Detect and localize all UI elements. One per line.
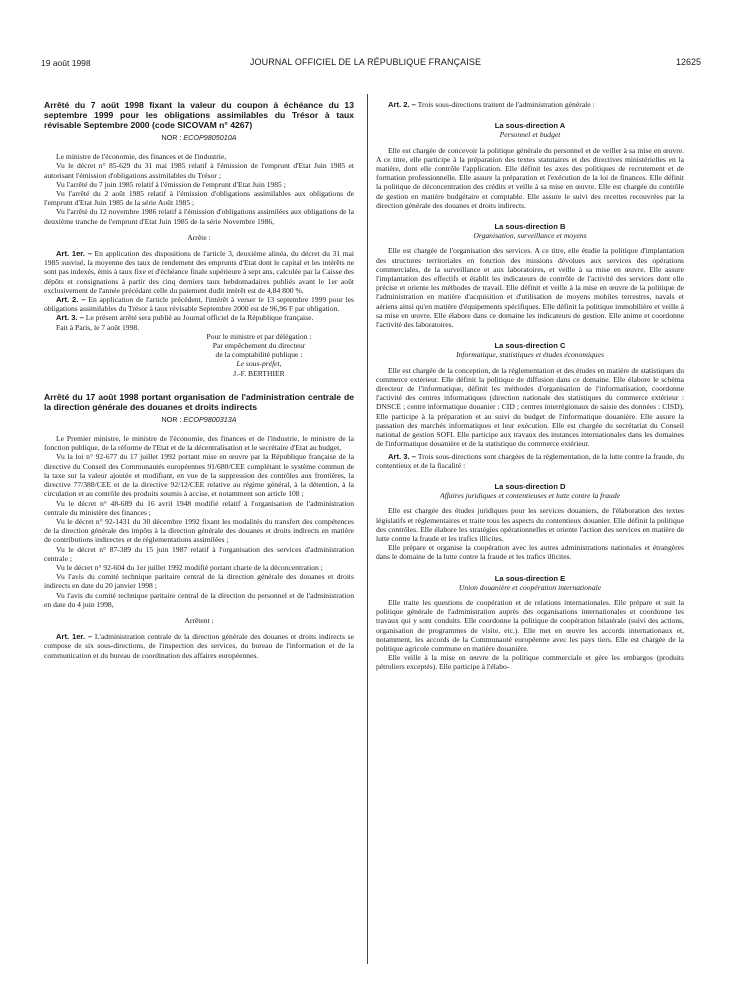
subdirection-c-title: La sous-direction C	[494, 341, 566, 351]
subdirection-d-subtitle: Affaires juridiques et contentieuses et lutte contre la fraude	[440, 491, 620, 501]
arrete1-article-3	[44, 313, 354, 322]
article-text: L'administration centrale de la direction générale des douanes et droits indirects se compose de six sous-directions, de l'inspection des services, du bureau de l'information et de la communication et du bureau de coordination des affaires européennes.	[44, 632, 354, 660]
article-label: Art. 2. –	[388, 100, 416, 109]
subdirection-c-text: Elle est chargée de la conception, de la réglementation et des études en matière de statistiques du commerce extérieur. Elle définit la politique de diffusion dans ce domaine. Elle élabore le schéma directeur de l'informatique, définit les méthodes d'organisation de l'informatisation, coordonne l'activité des centres informatiques (direction nationale des statistiques du commerce extérieur : DNSCE ; centre informatique douanier : CID ; centres interrégionaux de saisie des données : CISD). Elle participe à la préparation et au suivi du budget de l'informatique douanière. Elle assure la passation des marchés informatiques et leur exécution. Elle est chargée du secrétariat du Conseil national de gestion SOFI. Elle participe aux travaux des instances internationales dans les domaines de l'informatique douanière et de la statistique du commerce extérieur.	[376, 365, 684, 449]
subdirection-b-title: La sous-direction B	[494, 222, 566, 232]
arrete1-visa: Vu l'arrêté du 2 août 1985 relatif à l'émission d'obligations assimilables aux obligations de l'emprunt d'Etat Juin 1985 de la série Août 1985 ;	[44, 189, 354, 208]
subdirection-d-text: Elle prépare et organise la coopération avec les autres administrations nationales et étrangères dans le domaine de la lutte contre la fraude et les trafics illicites.	[376, 543, 684, 562]
column-divider	[367, 94, 368, 964]
arrete1-visa: Vu l'arrêté du 12 novembre 1986 relatif à l'émission d'obligations assimilées aux obligations de la deuxième tranche de l'emprunt d'Etat Juin 1985 de la série Novembre 1986,	[44, 207, 354, 226]
right-column	[376, 100, 684, 672]
arrete1-title: Arrêté du 7 août 1998 fixant la valeur du coupon à échéance du 13 septembre 1999 pour les obligations assimilables du Trésor à taux révisable Septembre 2000 (code SICOVAM n° 4267)	[44, 100, 354, 130]
subdirection-e-subtitle: Union douanière et coopération internationale	[458, 582, 602, 592]
nor-code: ECOP9800313A	[183, 414, 237, 424]
nor-label: NOR :	[161, 133, 182, 142]
arrete2-visa: Vu le décret n° 48-689 du 16 avril 1948 modifié relatif à l'organisation de l'administration centrale du ministère des finances ;	[44, 498, 354, 517]
arrete2-arrete-word: Arrêtent :	[184, 615, 214, 625]
nor-label: NOR :	[161, 414, 182, 424]
article-text: En application de l'article précédent, l'intérêt à verser le 13 septembre 1999 pour les obligations assimilables du Trésor à taux révisable Septembre 2000 est de 96,96 F par obligation.	[44, 295, 354, 314]
signature-line: Pour le ministre et par délégation :	[206, 331, 312, 341]
article-label: Art. 3. –	[56, 313, 84, 323]
signature-line: Par empêchement du directeur	[212, 341, 306, 351]
article-text: Trois sous-directions sont chargées de la réglementation, de la lutte contre la fraude, du contentieux et de la fiscalité :	[376, 451, 685, 470]
nor-code: ECOP9805010A	[183, 133, 237, 142]
header-journal-title: JOURNAL OFFICIEL DE LA RÉPUBLIQUE FRANÇAISE	[249, 57, 482, 67]
arrete2-article-1	[44, 632, 354, 660]
article-label: Art. 1er. –	[56, 632, 93, 642]
left-column	[44, 100, 354, 660]
header-date: 19 août 1998	[41, 58, 91, 68]
article-text: Trois sous-directions traitent de l'administration générale :	[417, 100, 595, 109]
arrete1-article-1	[44, 249, 354, 295]
subdirection-e-title: La sous-direction E	[494, 573, 566, 583]
arrete2-visa: Le Premier ministre, le ministre de l'économie, des finances et de l'industrie, le ministre de la fonction publique, de la réforme de l'Etat et de la décentralisation et le secrétaire d'Etat au budget,	[44, 434, 354, 453]
arrete2-visa: Vu le décret n° 87-389 du 15 juin 1987 relatif à l'organisation des services d'administration centrale ;	[44, 544, 354, 563]
signature-title: Le sous-préfet,	[236, 359, 282, 369]
subdirection-e-text: Elle traite les questions de coopération et de relations internationales. Elle prépare et suit la politique générale de l'administration auprès des organisations internationales et coordonne les travaux qui y sont conduits. Elle coordonne la politique de coopération bilatérale (suivi des actions, organisation de programmes de visite, etc.). Elle met en œuvre les accords internationaux et, notamment, les accords de la Communauté européenne avec les pays tiers. Elle est chargée de la politique agricole commune en matière douanière.	[376, 597, 684, 653]
arrete2-visa: Vu le décret n° 92-604 du 1er juillet 1992 modifié portant charte de la déconcentration ;	[56, 562, 323, 572]
subdirection-d-text: Elle est chargée des études juridiques pour les services douaniers, de l'élaboration des textes législatifs et réglementaires et traite tous les aspects du contentieux douanier. Elle définit la politique des contrôles. Elle élabore les stratégies opérationnelles et oriente l'action des services en matière de lutte contre la fraude et les trafics illicites.	[376, 506, 684, 543]
subdirection-d-title: La sous-direction D	[494, 481, 566, 491]
arrete1-arrete-word: Arrête :	[187, 232, 211, 242]
article-text: Le présent arrêté sera publié au Journal officiel de la République française.	[85, 313, 314, 323]
subdirection-a-text: Elle est chargée de concevoir la politique générale du personnel et de veiller à sa mise en œuvre. A ce titre, elle participe à la préparation des textes statutaires et des directives ministérielles en la matière, dont elle contrôle l'application. Elle définit les axes des politiques de recrutement et de formation professionnelle. Elle assure la préparation et l'exécution de la loi de finances. Elle définit la politique de déconcentration des crédits et veille à sa mise en œuvre. Elle est chargée du contrôle de gestion en matière budgétaire et comptable. Elle assure le suivi des recettes recouvrées par la direction générale des douanes et droits indirects.	[376, 145, 684, 210]
article-label: Art. 1er. –	[56, 249, 92, 259]
arrete1-done: Fait à Paris, le 7 août 1998.	[56, 322, 140, 332]
header-page-number: 12625	[675, 57, 701, 67]
subdirection-a-title: La sous-direction A	[494, 121, 566, 131]
article-text: En application des dispositions de l'article 3, deuxième alinéa, du décret du 31 mai 1985 susvisé, la moyenne des taux de rendement des emprunts d'Etat dont le capital et les intérêts ne sont pas indexés, émis à taux fixe et d'échéance finale supérieure à sept ans, calculée par la Caisse des dépôts et consignations à partir des cinq derniers taux hebdomadaires publiés avant le 1er août exclusivement de l'année précédant celle du paiement dudit intérêt est de 4,84 800 %.	[44, 249, 354, 295]
signature-name: J.-F. BERTHIER	[233, 368, 285, 378]
arrete2-visa: Vu l'avis du comité technique paritaire central de la direction du personnel et de l'administration en date du 4 juin 1998,	[44, 590, 354, 609]
arrete2-title: Arrêté du 17 août 1998 portant organisation de l'administration centrale de la direction générale des douanes et droits indirects	[44, 391, 354, 412]
arrete1-visa: Vu le décret n° 85-629 du 31 mai 1985 relatif à l'émission de l'emprunt d'Etat Juin 1985 et autorisant l'émission d'obligations assimilables du Trésor ;	[44, 161, 354, 180]
article-3	[376, 452, 684, 470]
signature-line: de la comptabilité publique :	[215, 350, 303, 360]
arrete2-visa: Vu l'avis du comité technique paritaire central de la direction générale des douanes et droits indirects en date du 20 janvier 1998 ;	[44, 572, 354, 591]
arrete1-nor	[44, 133, 354, 142]
subdirection-b-subtitle: Organisation, surveillance et moyens	[473, 231, 587, 241]
arrete2-nor	[44, 415, 354, 424]
subdirection-e-text: Elle veille à la mise en œuvre de la politique commerciale et gère les embargos (produits pétroliers exceptés). Elle participe à l'élabo-	[376, 653, 684, 672]
arrete1-visa: Le ministre de l'économie, des finances et de l'industrie,	[56, 152, 227, 162]
arrete2-visa: Vu le décret n° 92-1431 du 30 décembre 1992 fixant les modalités du transfert des compétences de la direction générale des impôts à la direction générale des douanes et droits indirects en matière de contributions indirectes et de réglementations assimilées ;	[44, 516, 354, 545]
article-2	[376, 100, 684, 109]
subdirection-a-subtitle: Personnel et budget	[499, 130, 561, 140]
subdirection-b-text: Elle est chargée de l'organisation des services. A ce titre, elle étudie la politique d'implantation des structures territoriales en fonction des missions dévolues aux services des opérations commerciales, de la surveillance et aux laboratoires, et veille à sa mise en œuvre. Elle assure l'implantation des effectifs et établit les indicateurs de contrôle de l'activité des services dont elle précise et oriente les méthodes de travail. Elle définit et veille à la mise en œuvre de la politique de l'administration en matière d'acquisition et d'utilisation de moyens mobiles terrestres, navals et aériens ainsi qu'en matière d'équipements spécifiques. Elle définit la politique immobilière et veille à sa mise en œuvre. Elle élabore dans ce domaine les indicateurs de gestion. Elle anime et coordonne l'activité des laboratoires.	[376, 246, 684, 330]
arrete1-visa: Vu l'arrêté du 7 juin 1985 relatif à l'émission de l'emprunt d'Etat Juin 1985 ;	[56, 179, 286, 189]
page-header	[0, 0, 731, 74]
arrete2-visa: Vu la loi n° 92-677 du 17 juillet 1992 portant mise en œuvre par la République française de la directive du Conseil des Communautés européennes 91/680/CEE complétant le système commun de la taxe sur la valeur ajoutée et modifiant, en vue de la suppression des contrôles aux frontières, la directive 77/388/CEE et de la directive 92/12/CEE relative au régime général, à la détention, à la circulation et au contrôle des produits soumis à accise, et notamment son article 108 ;	[44, 452, 354, 499]
subdirection-c-subtitle: Informatique, statistiques et études économiques	[456, 350, 604, 360]
article-label: Art. 3. –	[388, 451, 417, 461]
article-label: Art. 2. –	[56, 295, 86, 305]
arrete1-article-2	[44, 295, 354, 313]
